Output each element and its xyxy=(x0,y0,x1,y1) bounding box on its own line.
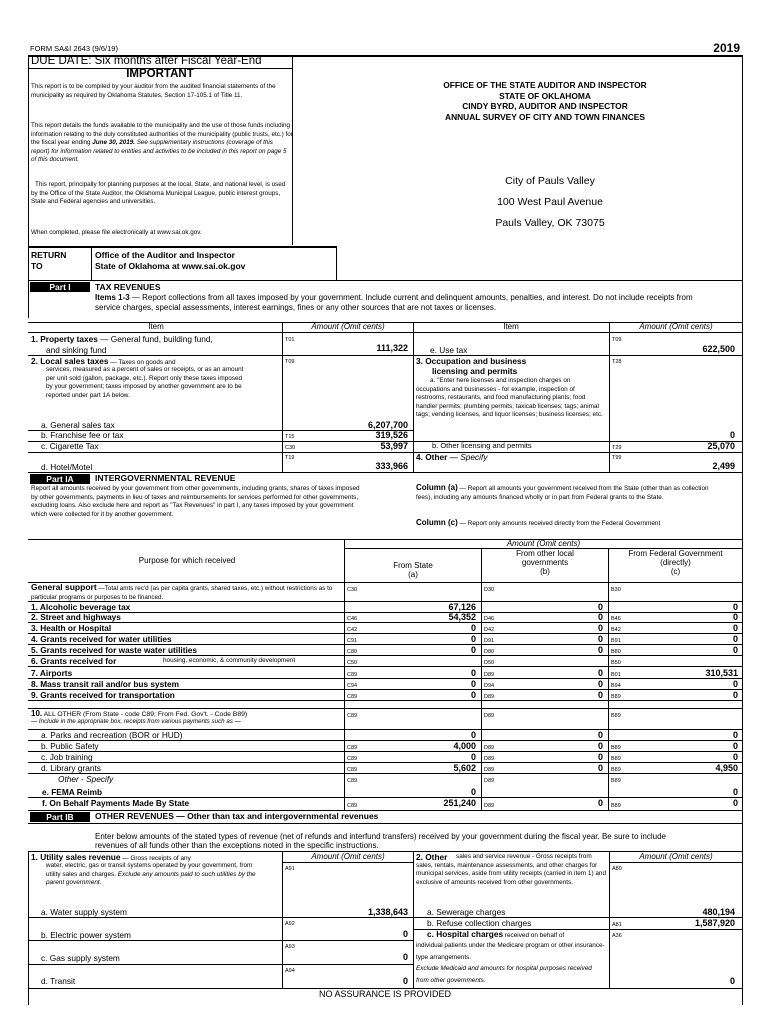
code-a80: A80 xyxy=(612,866,622,872)
ia-row-amount-b[interactable]: 0 xyxy=(597,645,603,655)
ia-subrow-code: C89 xyxy=(347,756,358,762)
property-tax-amount[interactable]: 111,322 xyxy=(376,343,408,353)
ia-subrow-amount-a[interactable]: 4,000 xyxy=(453,741,476,751)
ia-row-amount-b[interactable]: 0 xyxy=(597,679,603,689)
part1-intro: Items 1-3 — Report collections from all taxes imposed by your government. Include current and delinquent amounts, penalties, and interest. Do not include receipts from service charges, special assessments, interest earnings, fines or any other sources that are not taxes or licenses. xyxy=(95,293,693,312)
ia-subrow-amount-a[interactable]: 5,602 xyxy=(453,763,476,773)
code-t29: T29 xyxy=(612,445,622,451)
ia-subrow-amount-c[interactable]: 4,950 xyxy=(715,763,738,773)
ia-subrow-amount-b[interactable]: 0 xyxy=(597,741,603,751)
hospital-text: individual patients under the Medicare program or other insurance-type arrangements. xyxy=(416,942,605,961)
fema-label: e. FEMA Reimb xyxy=(42,787,103,797)
ia-row-code: B89 xyxy=(611,694,621,700)
ia-subrow-amount-b[interactable]: 0 xyxy=(597,730,603,740)
ia-subrow-code: B89 xyxy=(611,745,621,751)
code-b30-gen: B30 xyxy=(611,587,621,593)
sewerage-label: a. Sewerage charges xyxy=(427,907,506,917)
code-c89-f: C89 xyxy=(347,803,358,809)
ia-row-label: 8. Mass transit rail and/or bus system xyxy=(31,679,180,689)
ia-row-code: C46 xyxy=(347,616,358,622)
code-t01: T01 xyxy=(285,337,295,343)
ia-subrow-amount-b[interactable]: 0 xyxy=(597,752,603,762)
ia-row-amount-c[interactable]: 0 xyxy=(732,602,738,612)
occupation-label-2: licensing and permits xyxy=(432,366,518,376)
transit-amount[interactable]: 0 xyxy=(402,976,408,986)
gas-supply-amount[interactable]: 0 xyxy=(402,952,408,962)
ia-row-code: D89 xyxy=(484,672,495,678)
ia-subrow-amount-c[interactable]: 0 xyxy=(732,730,738,740)
part1a-state-header: From State (a) xyxy=(393,561,433,579)
other-sales-label: 2. Other xyxy=(416,852,448,862)
ia-row-amount-a[interactable]: 54,352 xyxy=(448,612,476,622)
ia-row-code: B50 xyxy=(611,660,621,666)
part1-col-item: Item xyxy=(148,322,164,331)
ia-row-code: B94 xyxy=(611,683,621,689)
ia-row-code: C91 xyxy=(347,638,358,644)
gas-supply-label: c. Gas supply system xyxy=(41,953,120,963)
ia-subrow-amount-c[interactable]: 0 xyxy=(732,741,738,751)
property-tax-sub: and sinking fund xyxy=(46,345,107,355)
property-tax-row: 1. Property taxes — General fund, building fund, xyxy=(31,334,213,344)
on-behalf-state[interactable]: 251,240 xyxy=(443,798,476,808)
due-date: DUE DATE: Six months after Fiscal Year-End xyxy=(31,55,262,67)
ia-row-amount-a[interactable]: 0 xyxy=(470,690,476,700)
ia-row-code: D46 xyxy=(484,616,495,622)
water-supply-label: a. Water supply system xyxy=(41,907,127,917)
code-d89-e: D89 xyxy=(484,778,495,784)
ia-subrow-amount-a[interactable]: 0 xyxy=(470,730,476,740)
on-behalf-federal[interactable]: 0 xyxy=(732,798,738,808)
use-tax-label: e. Use tax xyxy=(430,345,468,355)
city-address: City of Pauls Valley 100 West Paul Avenue Pauls Valley, OK 73075 xyxy=(495,175,605,229)
code-b89-f: B89 xyxy=(611,803,621,809)
row10-label: 10. ALL OTHER (From State - code C89; From Fed. Gov't. - Code B89) xyxy=(31,709,248,718)
form-year: 2019 xyxy=(713,41,740,55)
occupation-a-amount[interactable]: 0 xyxy=(729,430,735,440)
ia-subrow-code: B89 xyxy=(611,756,621,762)
ia-row-label: 2. Street and highways xyxy=(31,612,121,622)
part1b-col-amount-2: Amount (Omit cents) xyxy=(639,852,713,861)
part1-col-amount-2: Amount (Omit cents) xyxy=(639,322,713,331)
ia-row-amount-b[interactable]: 0 xyxy=(597,668,603,678)
ia-subrow-code: C89 xyxy=(347,767,358,773)
electric-power-amount[interactable]: 0 xyxy=(402,929,408,939)
part1b-intro: Enter below amounts of the stated types of revenue (net of refunds and interfund transfers) received by your government during the fiscal year. Be sure to include revenues of all funds other than the exceptions noted in the specific instructions. xyxy=(95,832,666,850)
ia-row-label: 1. Alcoholic beverage tax xyxy=(31,602,131,612)
electric-power-label: b. Electric power system xyxy=(41,930,131,940)
ia-row-amount-b[interactable]: 0 xyxy=(597,623,603,633)
part1a-col-a-note: Column (a) — Report all amounts your government received from the State (other than as collection fees), including any amounts financed wholly or in part from Federal grants to the State. xyxy=(416,483,709,501)
ia-row-amount-c[interactable]: 0 xyxy=(732,612,738,622)
instructions-p2: This report details the funds available to the municipality and the use of those funds including information relating to the duly constituted authorities of the municipality (public trusts, etc.) for the fiscal year ending June 30, 2019. See supplementary instructions (coverage of this report) for information related to entities and activities to be included in this report on page 5 of this document. xyxy=(31,122,293,164)
ia-subrow-code: D89 xyxy=(484,767,495,773)
code-a92: A92 xyxy=(285,921,295,927)
local-sales-row: 2. Local sales taxes — Taxes on goods and xyxy=(31,356,176,366)
ia-row-amount-a[interactable]: 0 xyxy=(470,634,476,644)
other-taxes-label: 4. Other — Specify xyxy=(416,452,488,462)
ia-row-code: B42 xyxy=(611,627,621,633)
fema-federal[interactable]: 0 xyxy=(732,787,738,797)
code-b89-e: B89 xyxy=(611,778,621,784)
part1b-tab: Part IB xyxy=(30,812,90,822)
ia-row-code: D80 xyxy=(484,649,495,655)
part1-col-amount: Amount (Omit cents) xyxy=(311,322,385,331)
ia-row-amount-a[interactable]: 0 xyxy=(470,623,476,633)
part1-tab: Part I xyxy=(30,282,90,292)
general-sales-amount[interactable]: 6,207,700 xyxy=(367,420,408,430)
ia-subrow-amount-c[interactable]: 0 xyxy=(732,752,738,762)
part1-title: TAX REVENUES xyxy=(95,282,161,292)
hospital-text-exclude: Exclude Medicaid and amounts for hospital purposes received from other governments. xyxy=(416,965,592,984)
ia-row-label: 4. Grants received for water utilities xyxy=(31,634,172,644)
instructions-p1: This report is to be compiled by your auditor from the audited financial statements of the municipality as required by Oklahoma Statutes, Section 17-105.1 of Title 11. xyxy=(31,83,276,99)
ia-row-amount-a[interactable]: 67,126 xyxy=(448,602,476,612)
ia-subrow-label: a. Parks and recreation (BOR or HUD) xyxy=(41,730,183,740)
ia-row-code: D91 xyxy=(484,638,495,644)
transit-label: d. Transit xyxy=(41,976,76,986)
on-behalf-label: f. On Behalf Payments Made By State xyxy=(42,798,190,808)
utility-sales-text: water, electric, gas or transit systems operated by your government, from utility sales and charges. Exclude any amounts paid to such utilities by the parent government. xyxy=(46,862,256,887)
ia-subrow-amount-b[interactable]: 0 xyxy=(597,763,603,773)
code-d30-gen: D30 xyxy=(484,587,495,593)
part1a-local-header: From other local governments (b) xyxy=(516,549,574,576)
part1a-title: INTERGOVERNMENTAL REVENUE xyxy=(95,473,236,483)
use-tax-amount[interactable]: 622,500 xyxy=(702,344,735,354)
part1a-col-c-note: Column (c) — Report only amounts received directly from the Federal Government xyxy=(416,518,661,527)
ia-row-code: C89 xyxy=(347,694,358,700)
ia-row-amount-c[interactable]: 0 xyxy=(732,679,738,689)
refuse-amount[interactable]: 1,587,920 xyxy=(694,918,735,928)
code-a36: A36 xyxy=(612,933,622,939)
ia-row-amount-c[interactable]: 0 xyxy=(732,690,738,700)
ia-row-amount-b[interactable]: 0 xyxy=(597,602,603,612)
code-c89-r10: C89 xyxy=(347,713,358,719)
hospital-amount[interactable]: 0 xyxy=(729,976,735,986)
ia-subrow-label: c. Job training xyxy=(41,752,93,762)
ia-subrow-code: C89 xyxy=(347,745,358,751)
ia-row-amount-a[interactable]: 0 xyxy=(470,679,476,689)
ia-row-amount-a[interactable]: 0 xyxy=(470,645,476,655)
code-a81: A81 xyxy=(612,922,622,928)
other-specify-label: Other - Specify xyxy=(58,774,114,784)
occupation-text: a. "Enter here licenses and inspection charges on occupations and businesses - for example, inspection of restrooms, restaurants, and food manufacturing plants; food handler permits; plumbing permits; taxicab licenses; tags; animal tags; vending licenses, and liquor licenses; business licenses; etc. xyxy=(416,377,603,419)
franchise-fee-amount[interactable]: 319,526 xyxy=(375,430,408,440)
occupation-label: 3. Occupation and business xyxy=(416,356,527,366)
ia-subrow-code: D89 xyxy=(484,745,495,751)
important-heading: IMPORTANT xyxy=(126,68,194,80)
code-a93: A93 xyxy=(285,944,295,950)
other-sales-text: sales and service revenue - Gross receipts from sales, rentals, maintenance assessments, and other charges for municipal services, aside from utility receipts (carried in item 1) and exclusive of amounts received from other governments. xyxy=(416,853,607,886)
code-t09-b: T09 xyxy=(612,337,622,343)
fema-state[interactable]: 0 xyxy=(470,787,476,797)
part1a-intro: Report all amounts received by your government from other governments, including grants, shares of taxes imposed by other governments, payments in lieu of taxes and reimbursements for services performed for other governments, excluding loans. Also exclude here and report as "Tax Revenues" in part I, any taxes imposed by your government which were collected for it by another government. xyxy=(31,485,360,518)
general-sales-label: a. General sales tax xyxy=(41,420,115,430)
form-id: FORM SA&I 2643 (9/6/19) xyxy=(30,44,118,53)
code-c89-e: C89 xyxy=(347,778,358,784)
local-sales-text: services, measured as a percent of sales or receipts, or as an amount per unit sold (gallon, package, etc.). Report only these taxes imposed by your government; taxes imposed by another government are to be reported under part 1A below. xyxy=(46,366,244,399)
ia-row-code: D50 xyxy=(484,660,495,666)
franchise-fee-label: b. Franchise fee or tax xyxy=(41,430,124,440)
part1a-fed-header: From Federal Government (directly) (c) xyxy=(628,549,723,576)
part1a-purpose-header: Purpose for which received xyxy=(138,556,236,565)
ia-subrow-label: b. Public Safety xyxy=(41,741,99,751)
hotel-motel-label: d. Hotel/Motel xyxy=(41,462,93,472)
code-d89-f: D89 xyxy=(484,803,495,809)
general-support-text: General support —Total amts rec'd (as per capita grants, shared taxes, etc.) without restrictions as to particular programs or purposes to be financed. xyxy=(31,582,333,601)
part1a-tab: Part IA xyxy=(30,474,90,484)
other-taxes-amount[interactable]: 2,499 xyxy=(712,461,735,471)
ia-row-label: 9. Grants received for transportation xyxy=(31,690,175,700)
row10-sub: — Include in the appropriate box, receipts from various payments such as — xyxy=(31,718,241,725)
part1b-col-amount: Amount (Omit cents) xyxy=(311,852,385,861)
ia-row-code: B91 xyxy=(611,638,621,644)
code-t19: T19 xyxy=(285,455,295,461)
ia-row-amount-c[interactable]: 0 xyxy=(732,634,738,644)
on-behalf-local[interactable]: 0 xyxy=(597,798,603,808)
code-a94: A94 xyxy=(285,968,295,974)
ia-row-amount-c[interactable]: 0 xyxy=(732,623,738,633)
ia-row-code: D94 xyxy=(484,683,495,689)
ia-row-label: 3. Health or Hospital xyxy=(31,623,112,633)
ia-row-label-small: housing, economic, & community development xyxy=(163,657,296,664)
return-to-address: Office of the Auditor and Inspector State of Oklahoma at www.sai.ok.gov xyxy=(95,250,246,271)
ia-row-code: C42 xyxy=(347,627,358,633)
footer-disclaimer: NO ASSURANCE IS PROVIDED xyxy=(318,989,452,999)
ia-row-code: D89 xyxy=(484,694,495,700)
instructions-p3: This report, principally for planning purposes at the local, State, and national level, is used by the Office of the State Auditor, the Oklahoma Municipal League, public interest groups, State and Federal agencies and universities. xyxy=(31,181,286,206)
instructions-p4: When completed, please file electronically at www.sai.ok.gov. xyxy=(31,229,202,236)
ia-row-amount-c[interactable]: 0 xyxy=(732,645,738,655)
ia-row-code: C50 xyxy=(347,660,358,666)
water-supply-amount[interactable]: 1,338,643 xyxy=(367,907,408,917)
code-d89-r10: D89 xyxy=(484,713,495,719)
ia-row-label: 6. Grants received for xyxy=(31,656,117,666)
code-c30: C30 xyxy=(285,445,296,451)
part1-col-item-2: Item xyxy=(503,322,519,331)
part1a-amount-header: Amount (Omit cents) xyxy=(506,539,581,548)
ia-subrow-amount-a[interactable]: 0 xyxy=(470,752,476,762)
part1b-title: OTHER REVENUES — Other than tax and intergovernmental revenues xyxy=(95,811,379,821)
refuse-label: b. Refuse collection charges xyxy=(427,918,532,928)
other-licensing-label: b. Other licensing and permits xyxy=(432,441,532,450)
code-t99: T99 xyxy=(612,455,622,461)
code-t09-a: T09 xyxy=(285,359,295,365)
return-to-label: RETURN TO xyxy=(31,250,67,271)
code-c30-gen: C30 xyxy=(347,587,358,593)
code-b89-r10: B89 xyxy=(611,713,621,719)
cigarette-tax-label: c. Cigarette Tax xyxy=(41,441,99,451)
ia-subrow-label: d. Library grants xyxy=(41,763,101,773)
ia-row-code: B01 xyxy=(611,672,621,678)
ia-row-code: B80 xyxy=(611,649,621,655)
ia-row-amount-b[interactable]: 0 xyxy=(597,612,603,622)
ia-row-label: 5. Grants received for waste water utilities xyxy=(31,645,198,655)
ia-row-code: C94 xyxy=(347,683,358,689)
ia-row-code: B46 xyxy=(611,616,621,622)
utility-sales-label: 1. Utility sales revenue — Gross receipts of any xyxy=(31,852,191,862)
ia-row-code: C89 xyxy=(347,672,358,678)
code-a91: A91 xyxy=(285,866,295,872)
ia-row-code: C80 xyxy=(347,649,358,655)
code-t28: T28 xyxy=(612,359,622,365)
ia-row-amount-b[interactable]: 0 xyxy=(597,634,603,644)
ia-subrow-code: B89 xyxy=(611,767,621,773)
ia-row-amount-c[interactable]: 310,531 xyxy=(705,668,738,678)
ia-row-amount-b[interactable]: 0 xyxy=(597,690,603,700)
code-t15: T15 xyxy=(285,434,295,440)
ia-row-label: 7. Airports xyxy=(31,668,73,678)
cigarette-tax-amount[interactable]: 53,997 xyxy=(380,441,408,451)
ia-subrow-code: D89 xyxy=(484,756,495,762)
ia-row-amount-a[interactable]: 0 xyxy=(470,668,476,678)
office-block: OFFICE OF THE STATE AUDITOR AND INSPECTOR STATE OF OKLAHOMA CINDY BYRD, AUDITOR AND INSPECTOR ANNUAL SURVEY OF CITY AND TOWN FINANCES xyxy=(443,80,647,122)
sewerage-amount[interactable]: 480,194 xyxy=(702,907,735,917)
other-licensing-amount[interactable]: 25,070 xyxy=(707,441,735,451)
ia-row-code: D42 xyxy=(484,627,495,633)
hotel-motel-amount[interactable]: 333,966 xyxy=(375,461,408,471)
hospital-label: c. Hospital charges received on behalf of xyxy=(427,929,565,939)
